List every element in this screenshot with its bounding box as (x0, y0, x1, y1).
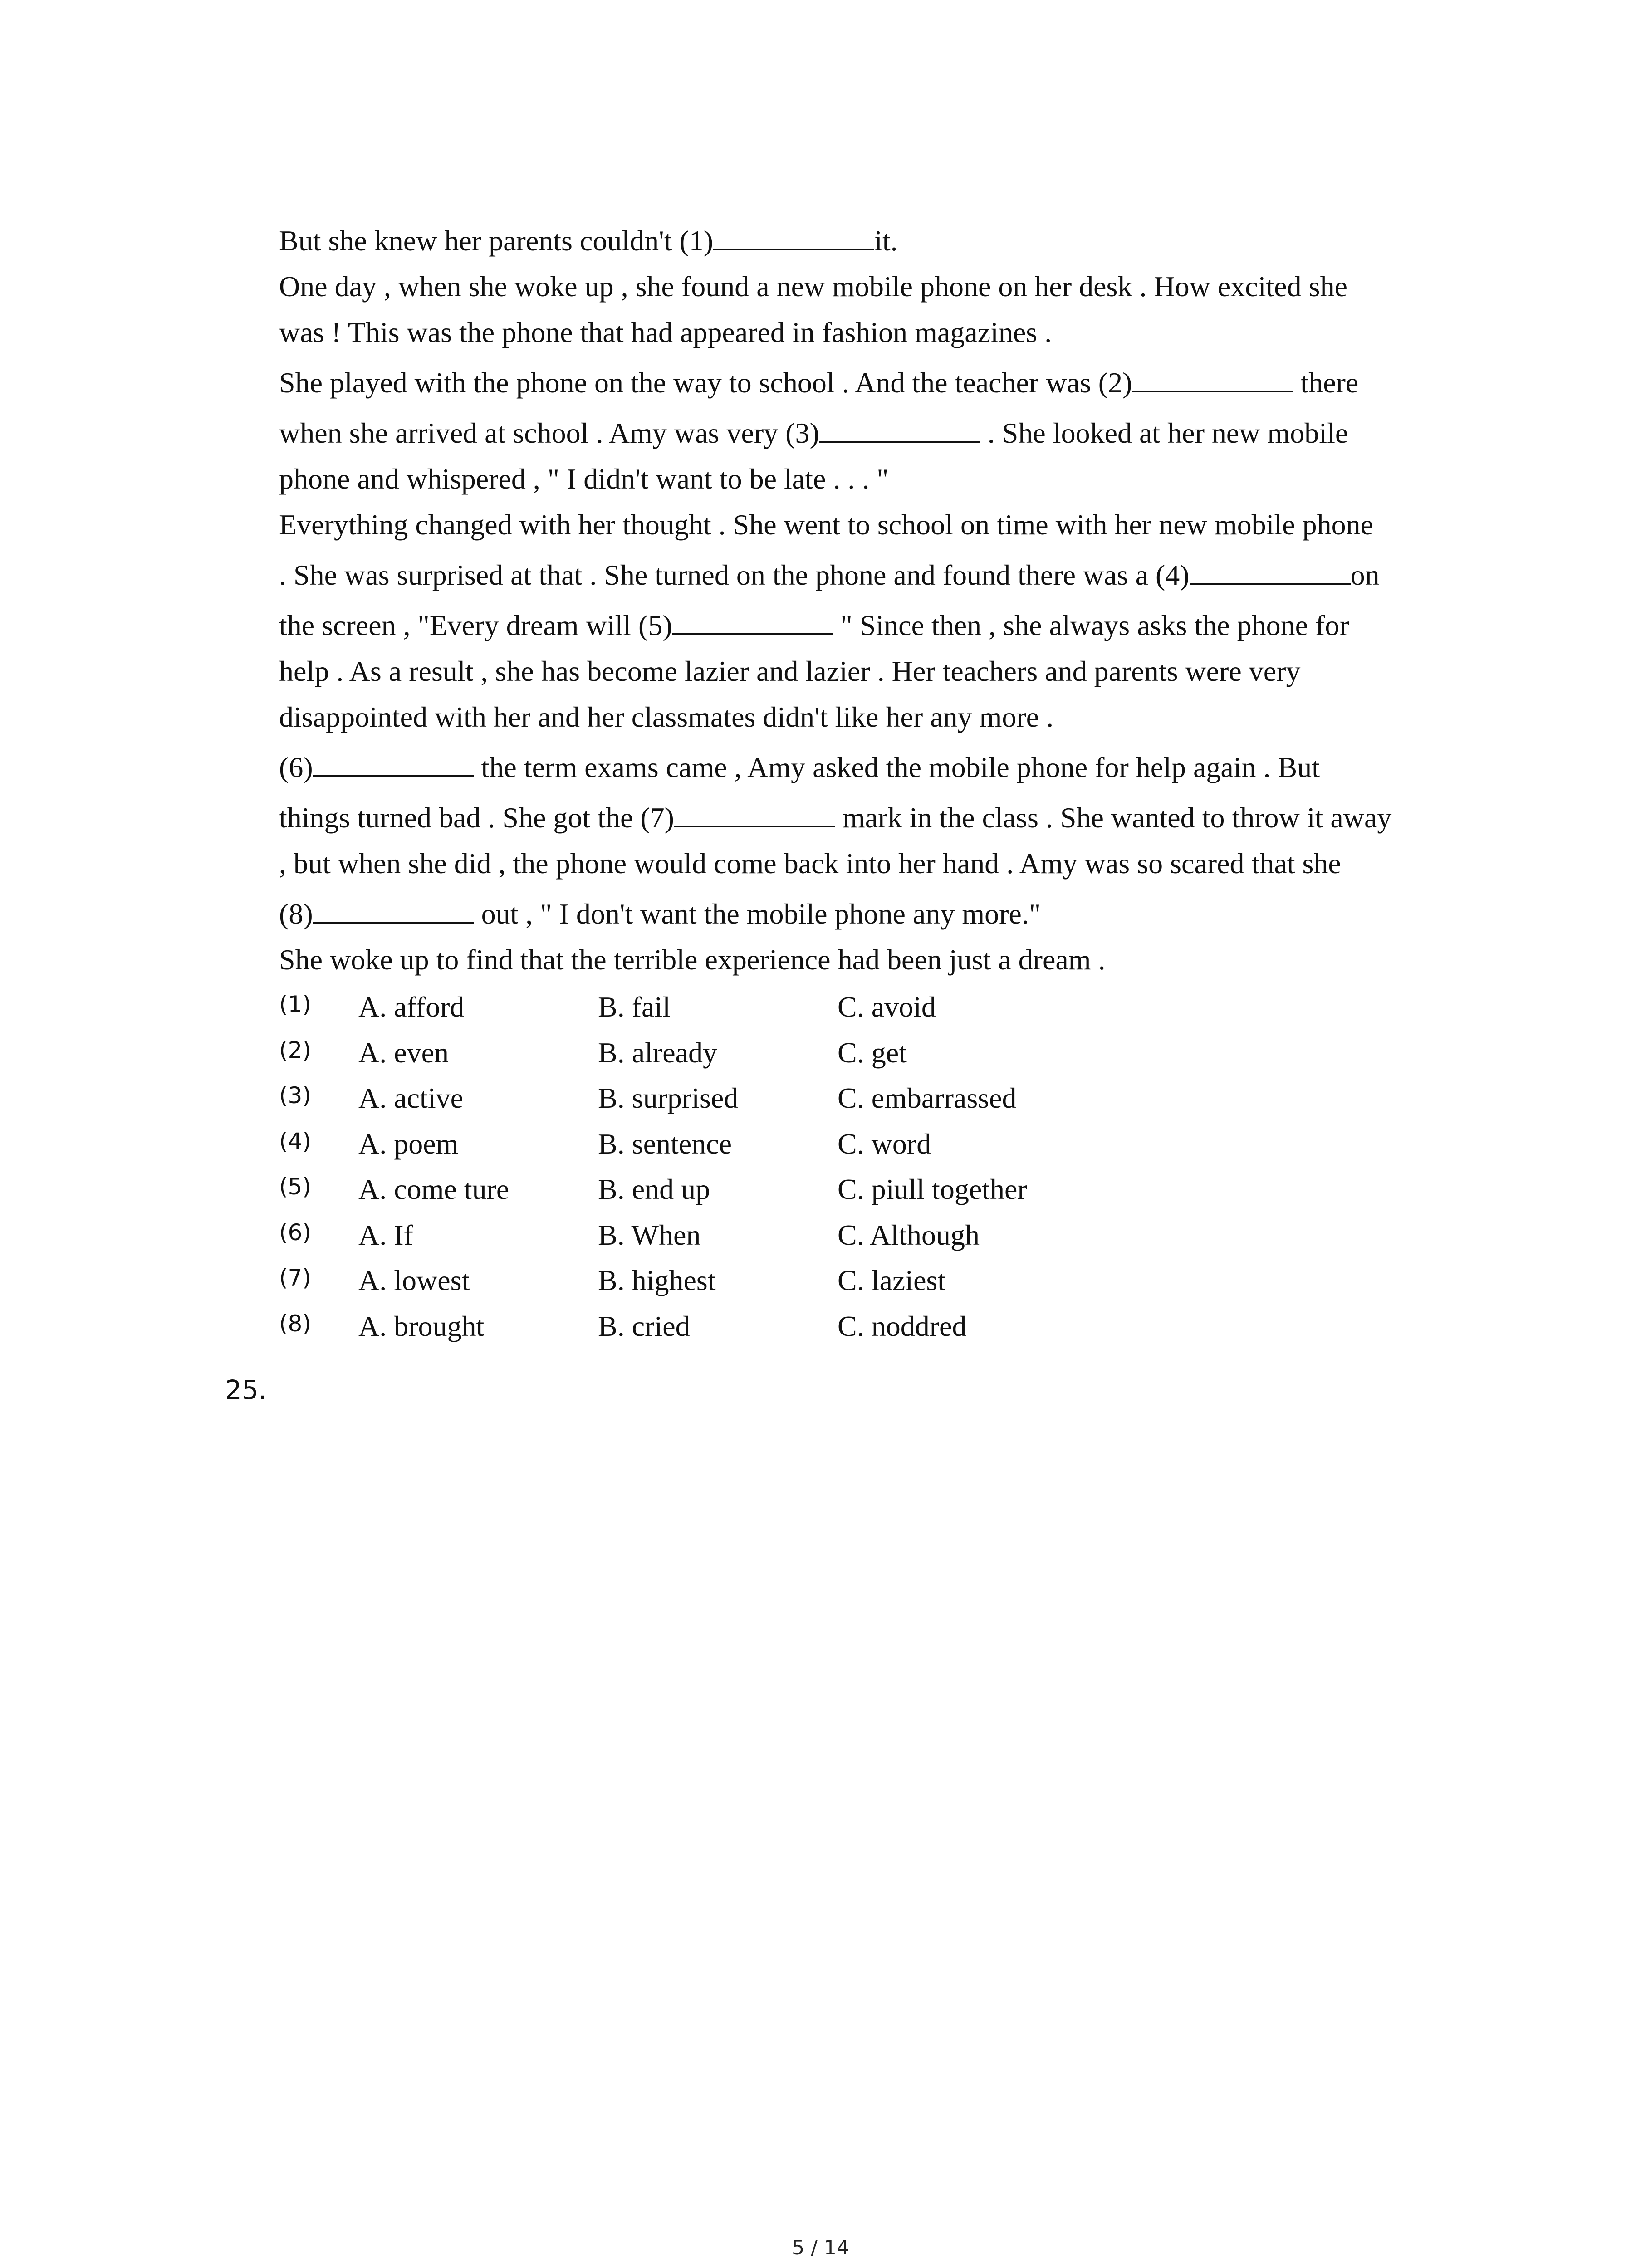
answer-blank-3 (819, 415, 980, 443)
option-number: (5) (279, 1173, 311, 1200)
passage-line (279, 744, 1459, 795)
option-b: B. highest (598, 1264, 716, 1297)
option-row (279, 1258, 1110, 1304)
answer-blank-4 (1190, 557, 1351, 585)
cloze-passage (279, 218, 1459, 982)
option-a: A. brought (358, 1310, 485, 1342)
option-b: B. surprised (598, 1082, 739, 1114)
option-number: (2) (279, 1036, 311, 1063)
passage-line (279, 502, 1459, 552)
line-text: out , " I don't want the mobile phone any more." (474, 898, 1041, 930)
passage-line (279, 360, 1459, 410)
option-row (279, 1304, 1110, 1349)
answer-blank-2 (1132, 364, 1293, 392)
passage-line (279, 309, 1459, 360)
line-text: when she arrived at school . Amy was very (3) (279, 417, 819, 449)
line-text: on (1350, 559, 1380, 591)
line-text: things turned bad . She got the (7) (279, 802, 674, 834)
option-c: C. get (838, 1036, 907, 1069)
line-text: the term exams came , Amy asked the mobile phone for help again . But (474, 751, 1320, 783)
option-c: C. noddred (838, 1310, 967, 1342)
passage-line (279, 694, 1459, 744)
line-text: She played with the phone on the way to school . And the teacher was (2) (279, 367, 1132, 399)
option-row (279, 1121, 1110, 1167)
passage-line (279, 456, 1459, 502)
option-row (279, 1030, 1110, 1076)
option-a: A. poem (358, 1127, 459, 1160)
option-c: C. Although (838, 1218, 980, 1251)
option-row (279, 1167, 1110, 1212)
option-number: (4) (279, 1128, 311, 1154)
option-number: (6) (279, 1219, 311, 1246)
line-text: mark in the class . She wanted to throw it away (835, 802, 1392, 834)
option-c: C. piull together (838, 1173, 1027, 1206)
option-b: B. sentence (598, 1127, 732, 1160)
passage-line (279, 410, 1459, 456)
line-text: Everything changed with her thought . She went to school on time with her new mobile phone (279, 508, 1373, 541)
option-number: (1) (279, 991, 311, 1018)
option-a: A. lowest (358, 1264, 470, 1297)
option-c: C. laziest (838, 1264, 946, 1297)
answer-blank-6 (313, 749, 474, 777)
line-text: disappointed with her and her classmates didn't like her any more . (279, 701, 1054, 733)
line-text: was ! This was the phone that had appeared in fashion magazines . (279, 316, 1052, 348)
line-text: (6) (279, 751, 313, 783)
line-text: there (1293, 367, 1359, 399)
line-text: the screen , "Every dream will (5) (279, 609, 672, 641)
line-text: . She was surprised at that . She turned on the phone and found there was a (4) (279, 559, 1190, 591)
option-a: A. active (358, 1082, 463, 1114)
option-row (279, 1212, 1110, 1258)
passage-line (279, 602, 1459, 648)
line-text: (8) (279, 898, 313, 930)
option-row (279, 1075, 1110, 1121)
option-c: C. embarrassed (838, 1082, 1017, 1114)
question-number: 25. (225, 1374, 267, 1405)
option-a: A. If (358, 1218, 413, 1251)
line-text: it. (874, 225, 898, 257)
line-text: One day , when she woke up , she found a new mobile phone on her desk . How excited she (279, 270, 1347, 303)
option-a: A. come ture (358, 1173, 509, 1206)
option-number: (7) (279, 1265, 311, 1291)
passage-line (279, 937, 1459, 982)
option-number: (3) (279, 1082, 311, 1109)
option-c: C. word (838, 1127, 931, 1160)
answer-blank-8 (313, 895, 474, 924)
option-number: (8) (279, 1310, 311, 1337)
option-b: B. end up (598, 1173, 710, 1206)
answer-blank-7 (674, 799, 835, 827)
passage-line (279, 218, 1459, 264)
passage-line (279, 795, 1459, 841)
option-row (279, 984, 1110, 1030)
line-text: But she knew her parents couldn't (1) (279, 225, 714, 257)
option-b: B. When (598, 1218, 701, 1251)
answer-options (279, 984, 1110, 1349)
line-text: " Since then , she always asks the phone for (833, 609, 1349, 641)
option-a: A. afford (358, 991, 465, 1023)
answer-blank-1 (713, 222, 874, 250)
line-text: help . As a result , she has become lazier and lazier . Her teachers and parents were very (279, 655, 1301, 687)
passage-line (279, 891, 1459, 937)
passage-line (279, 648, 1459, 694)
page-number: 5 / 14 (792, 2236, 849, 2259)
line-text: She woke up to find that the terrible experience had been just a dream . (279, 943, 1106, 976)
line-text: . She looked at her new mobile (980, 417, 1348, 449)
passage-line (279, 841, 1459, 891)
passage-line (279, 264, 1459, 309)
option-a: A. even (358, 1036, 449, 1069)
passage-line (279, 552, 1459, 602)
option-b: B. fail (598, 991, 671, 1023)
line-text: phone and whispered , " I didn't want to be late . . . " (279, 463, 889, 495)
line-text: , but when she did , the phone would come back into her hand . Amy was so scared that she (279, 847, 1341, 880)
option-c: C. avoid (838, 991, 936, 1023)
option-b: B. cried (598, 1310, 690, 1342)
option-b: B. already (598, 1036, 717, 1069)
answer-blank-5 (672, 607, 833, 635)
